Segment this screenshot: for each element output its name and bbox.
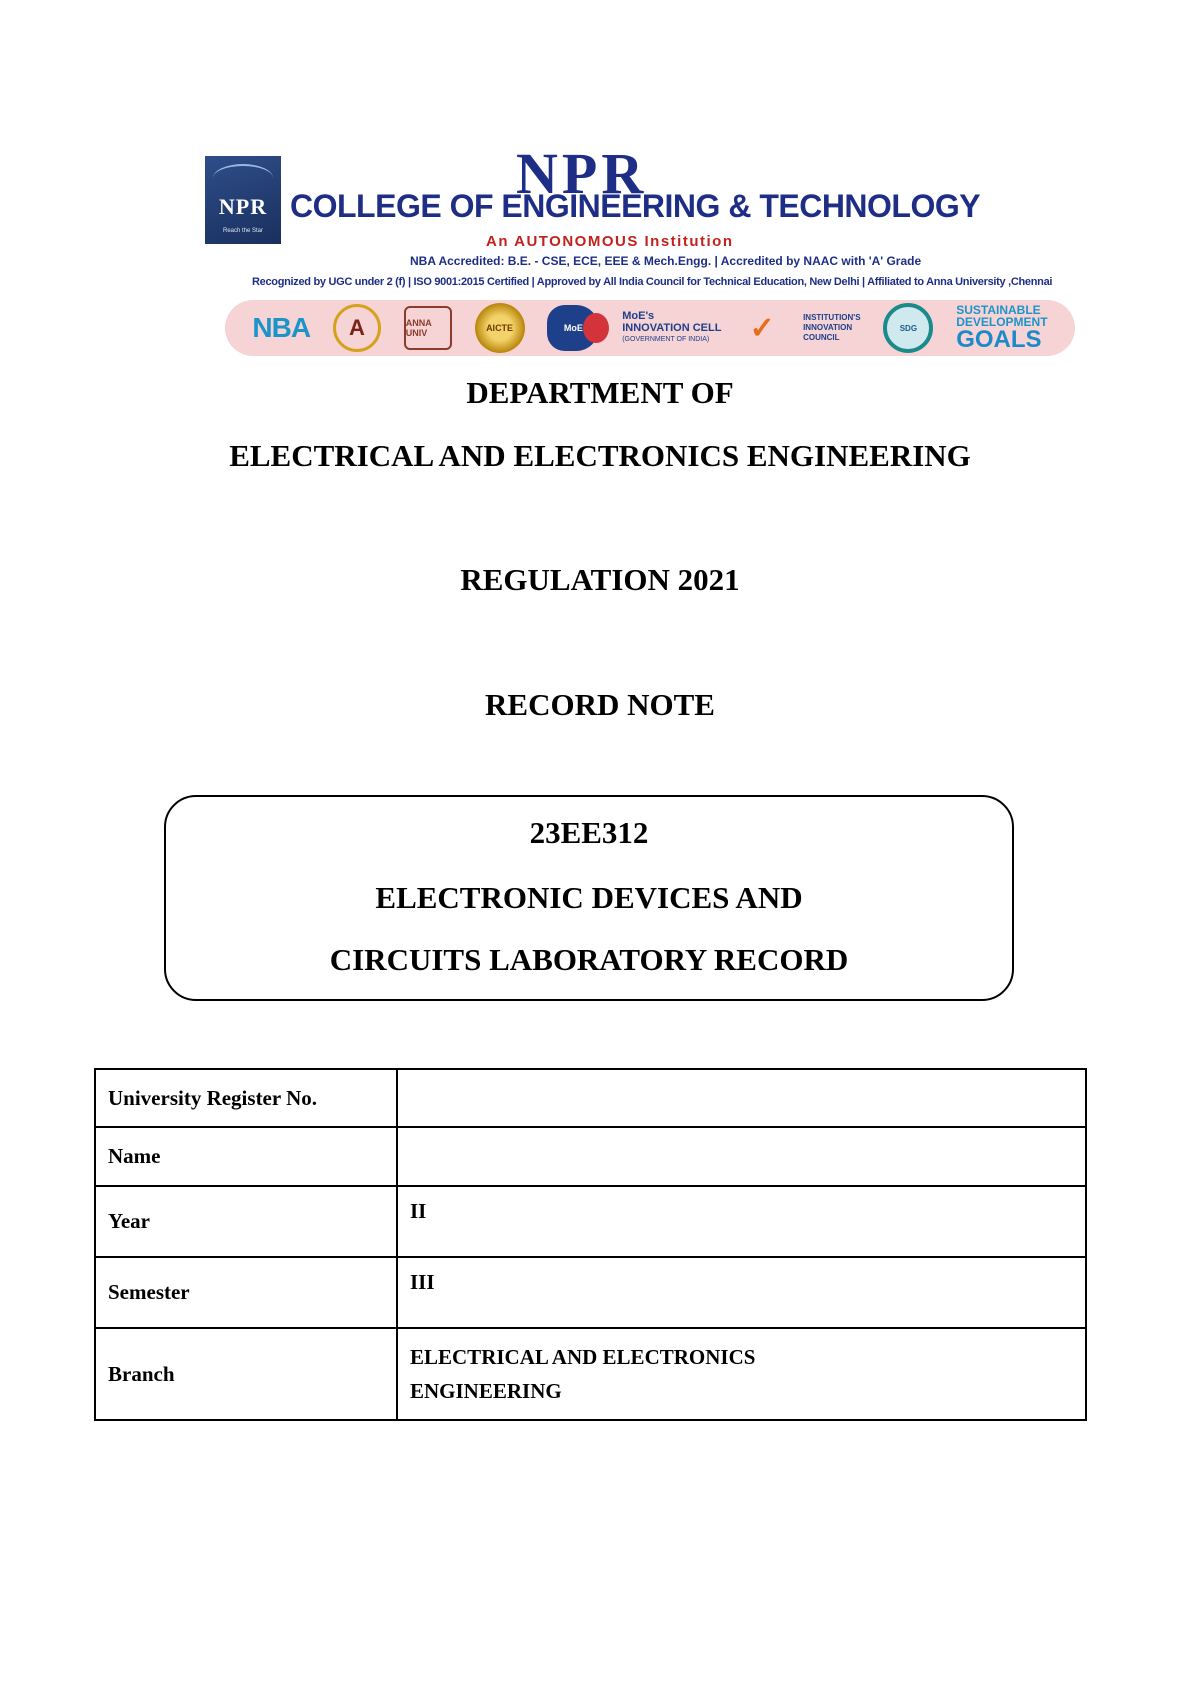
course-title-line1: ELECTRONIC DEVICES AND — [375, 880, 803, 915]
name-label: Name — [95, 1127, 397, 1186]
branch-value-line2: ENGINEERING — [410, 1379, 562, 1403]
student-info-table — [94, 1068, 1087, 1421]
sdg-line1: SUSTAINABLE — [956, 303, 1041, 317]
moe-title: MoE's — [622, 310, 655, 322]
iic-swoosh-icon: ✓ — [749, 311, 775, 345]
sdg-line2: DEVELOPMENT — [956, 315, 1048, 329]
logo-tagline: Reach the Star — [222, 228, 264, 234]
record-note-heading: RECORD NOTE — [485, 687, 715, 722]
iic-line2: INNOVATION — [803, 323, 853, 332]
semester-label: Semester — [95, 1257, 397, 1328]
course-code: 23EE312 — [529, 815, 649, 850]
anna-university-logo: ANNA UNIV — [404, 306, 452, 350]
aicte-logo: AICTE — [475, 303, 525, 353]
department-name: ELECTRICAL AND ELECTRONICS ENGINEERING — [229, 438, 971, 473]
sdg-line3: GOALS — [956, 326, 1042, 353]
moe-innovation-cell-logo — [622, 310, 721, 346]
moe-brain-icon: MoE — [547, 305, 599, 351]
recognition-line: Recognized by UGC under 2 (f) | ISO 9001:2015 Certified | Approved by All India Council for Technical Education, New Delhi | Affiliated to Anna University ,Chennai — [252, 276, 1053, 288]
table-row — [95, 1328, 1086, 1420]
college-name: COLLEGE OF ENGINEERING & TECHNOLOGY — [290, 188, 981, 224]
year-label: Year — [95, 1186, 397, 1257]
autonomous-tagline: An AUTONOMOUS Institution — [486, 233, 734, 250]
register-value[interactable] — [397, 1069, 1086, 1127]
college-letterhead — [200, 141, 1080, 366]
moe-gov: (GOVERNMENT OF INDIA) — [622, 336, 710, 343]
table-row — [95, 1257, 1086, 1328]
branch-label: Branch — [95, 1328, 397, 1420]
naac-logo: A — [333, 304, 381, 352]
logo-mark-text: NPR — [218, 194, 268, 219]
branch-value-line1: ELECTRICAL AND ELECTRONICS — [410, 1345, 756, 1369]
iic-line1: INSTITUTION'S — [803, 313, 861, 322]
table-row — [95, 1186, 1086, 1257]
regulation-heading: REGULATION 2021 — [460, 562, 740, 597]
table-row — [95, 1127, 1086, 1186]
course-box — [164, 795, 1014, 1001]
semester-value: III — [397, 1257, 1086, 1328]
brand-title: NPR — [516, 141, 648, 206]
sdg-logo — [956, 304, 1047, 352]
sdg-globe-icon: SDG — [883, 303, 933, 353]
logo-swoosh — [213, 164, 273, 192]
iic-logo — [803, 313, 860, 343]
year-value: II — [397, 1186, 1086, 1257]
iic-line3: COUNCIL — [803, 333, 840, 342]
npr-logo — [205, 156, 281, 244]
branch-value — [397, 1328, 1086, 1420]
accreditation-badges — [225, 300, 1075, 356]
accreditation-line: NBA Accredited: B.E. - CSE, ECE, EEE & Mech.Engg. | Accredited by NAAC with 'A' Grade — [410, 254, 922, 268]
name-value[interactable] — [397, 1127, 1086, 1186]
nba-logo: NBA — [252, 312, 311, 343]
register-label: University Register No. — [95, 1069, 397, 1127]
moe-cell: INNOVATION CELL — [622, 322, 722, 334]
table-row — [95, 1069, 1086, 1127]
course-title-line2: CIRCUITS LABORATORY RECORD — [329, 942, 849, 977]
department-heading: DEPARTMENT OF — [466, 375, 734, 410]
